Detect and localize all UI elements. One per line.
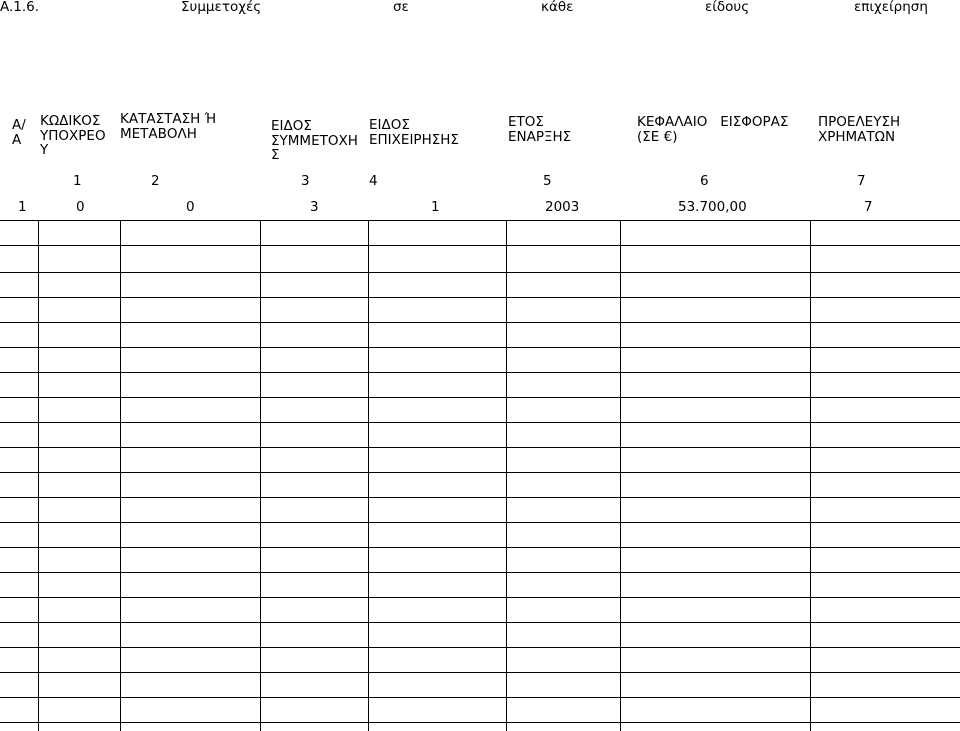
header-eidos-epicheirisis: ΕΙΔΟΣ ΕΠΙΧΕΙΡΗΣΗΣ	[369, 117, 459, 148]
column-line	[120, 220, 121, 731]
header-kefalaio: ΚΕΦΑΛΑΙΟ ΕΙΣΦΟΡΑΣ (ΣΕ €)	[637, 114, 789, 145]
row1-eidos-symmetochis: 3	[310, 199, 319, 215]
header-proeleusi: ΠΡΟΕΛΕΥΣΗ ΧΡΗΜΑΤΩΝ	[818, 114, 901, 145]
row-line	[0, 697, 960, 698]
row-line	[0, 597, 960, 598]
header-katastasi: ΚΑΤΑΣΤΑΣΗ Ή ΜΕΤΑΒΟΛΗ	[120, 111, 217, 142]
section-number: A.1.6.	[0, 0, 40, 15]
column-line	[38, 220, 39, 731]
participations-table	[0, 110, 960, 731]
header-kodikos: ΚΩΔΙΚΟΣ ΥΠΟΧΡΕΟ Υ	[40, 113, 106, 158]
row1-proeleusi: 7	[864, 199, 873, 215]
row-line	[0, 397, 960, 398]
col-number-7: 7	[857, 173, 866, 189]
row-line	[0, 722, 960, 723]
column-line	[810, 220, 811, 731]
row-line	[0, 372, 960, 373]
row1-aa: 1	[18, 199, 27, 215]
col-number-4: 4	[369, 173, 378, 189]
title-word-2: σε	[393, 0, 409, 15]
col-number-6: 6	[700, 173, 709, 189]
row-line	[0, 422, 960, 423]
row-line	[0, 572, 960, 573]
title-word-3: κάθε	[541, 0, 574, 15]
page-title	[0, 0, 960, 18]
header-etos: ΕΤΟΣ ΕΝΑΡΞΗΣ	[508, 114, 572, 145]
row-line	[0, 272, 960, 273]
row1-katastasi: 0	[186, 199, 195, 215]
row-line	[0, 322, 960, 323]
row-line	[0, 547, 960, 548]
row-line	[0, 622, 960, 623]
title-word-5: επιχείρηση	[854, 0, 928, 15]
row-line	[0, 497, 960, 498]
row-line	[0, 647, 960, 648]
title-word-4: είδους	[705, 0, 750, 15]
column-line	[260, 220, 261, 731]
row1-kefalaio: 53.700,00	[678, 199, 747, 215]
row-line	[0, 472, 960, 473]
column-line	[506, 220, 507, 731]
row-line	[0, 522, 960, 523]
col-number-5: 5	[543, 173, 552, 189]
row-line	[0, 245, 960, 246]
row-line	[0, 220, 960, 221]
row-line	[0, 447, 960, 448]
row1-etos: 2003	[545, 199, 580, 215]
col-number-2: 2	[151, 173, 160, 189]
header-aa: Α/ Α	[12, 117, 26, 148]
title-word-1: Συμμετοχές	[181, 0, 262, 15]
row-line	[0, 347, 960, 348]
row1-eidos-epicheirisis: 1	[431, 199, 440, 215]
row-line	[0, 297, 960, 298]
column-line	[368, 220, 369, 731]
header-eidos-symmetochis: ΕΙΔΟΣ ΣΥΜΜΕΤΟΧΗ Σ	[271, 118, 358, 163]
row1-kodikos: 0	[76, 199, 85, 215]
column-line	[620, 220, 621, 731]
row-line	[0, 672, 960, 673]
col-number-3: 3	[301, 173, 310, 189]
col-number-1: 1	[73, 173, 82, 189]
